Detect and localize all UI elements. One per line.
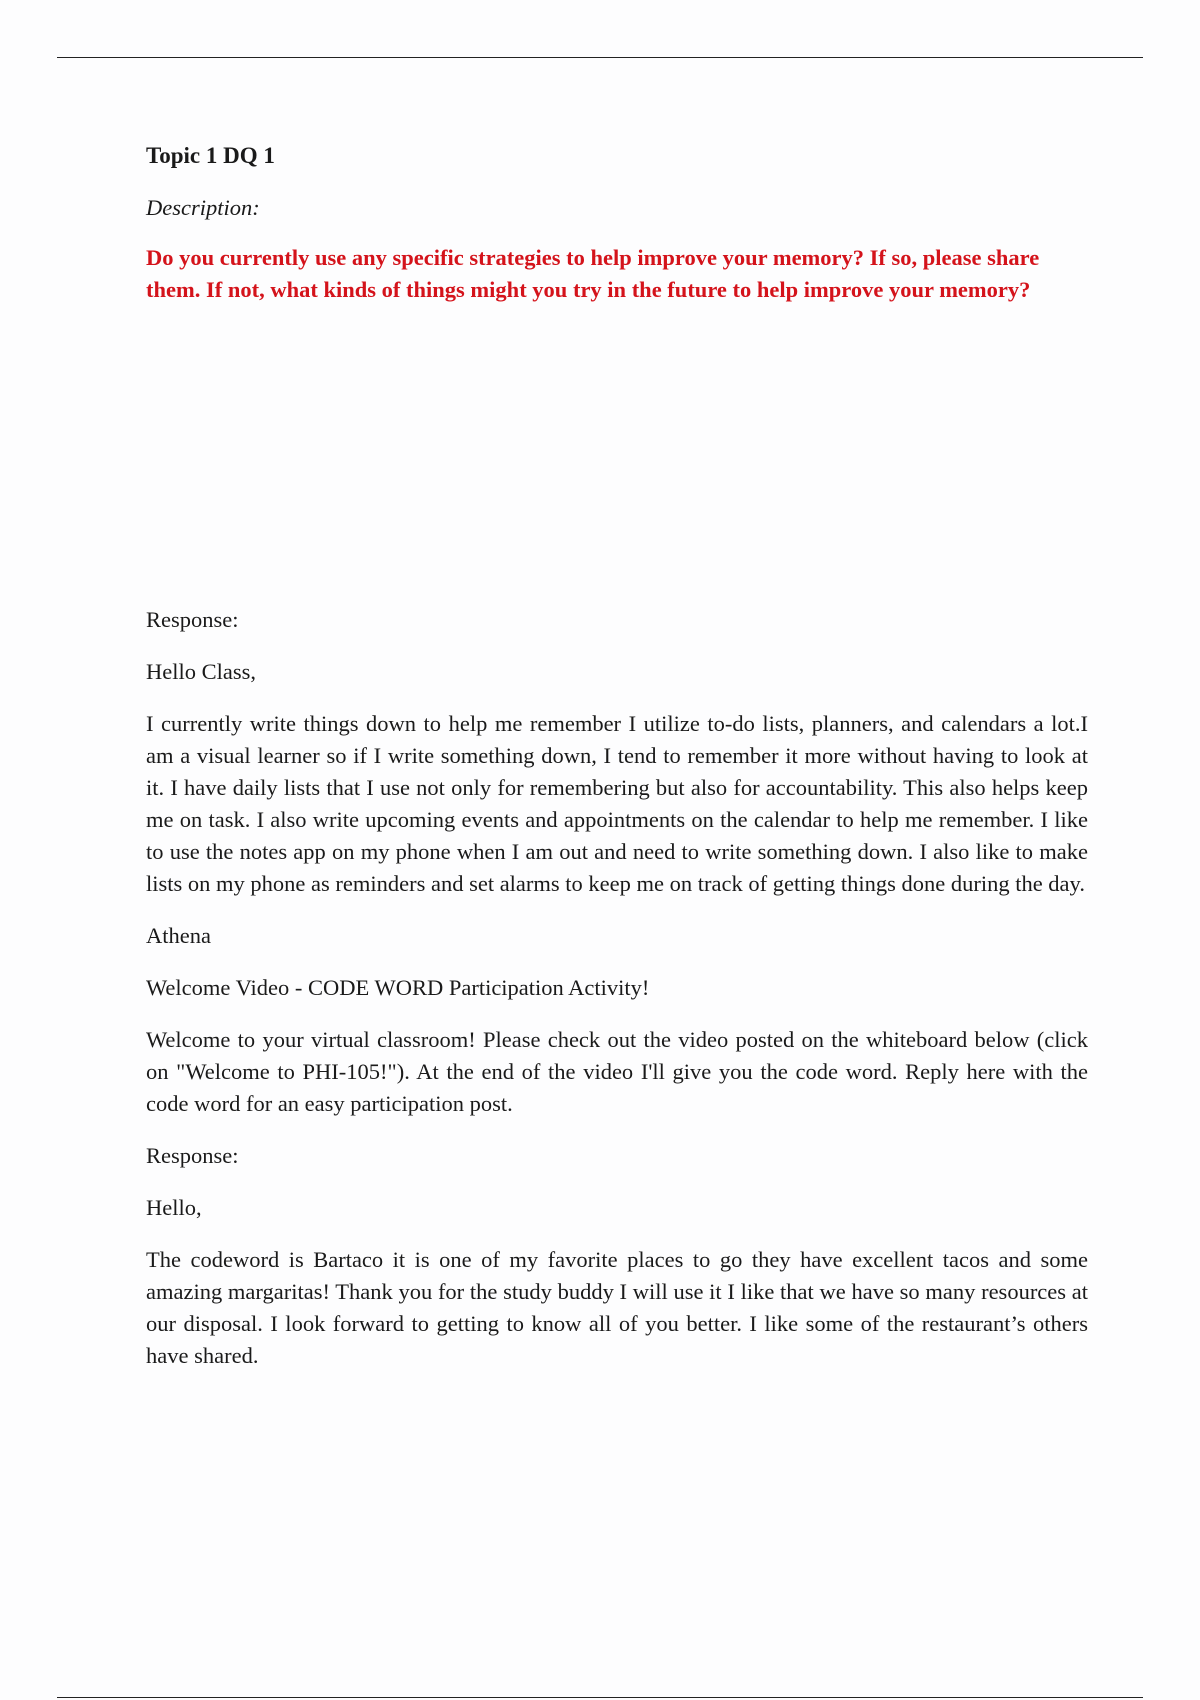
section-body: Welcome to your virtual classroom! Please check out the video posted on the whiteboard below (click on "Welcome to PHI-105!"). At the end of the video I'll give you the code word. Reply here with the code word for an easy participation post. <box>146 1027 1088 1116</box>
response-label-2: Response: <box>146 1143 239 1168</box>
description-label: Description: <box>146 195 260 220</box>
discussion-question: Do you currently use any specific strategies to help improve your memory? If so, please share them. If not, what kinds of things might you try in the future to help improve your memory? <box>146 245 1040 302</box>
response-greeting-2: Hello, <box>146 1195 202 1220</box>
footer-rule <box>57 1697 1143 1698</box>
response-label: Response: <box>146 607 239 632</box>
header-rule <box>57 57 1143 58</box>
document-body <box>146 140 1088 1372</box>
response-greeting: Hello Class, <box>146 659 256 684</box>
response-body: I currently write things down to help me remember I utilize to-do lists, planners, and calendars a lot.I am a visual learner so if I write something down, I tend to remember it more without having to look at it. I have daily lists that I use not only for remembering but also for accountability. This also helps keep me on task. I also write upcoming events and appointments on the calendar to help me remember. I like to use the notes app on my phone when I am out and need to write something down. I also like to make lists on my phone as reminders and set alarms to keep me on track of getting things done during the day. <box>146 711 1088 896</box>
section-heading: Welcome Video - CODE WORD Participation Activity! <box>146 975 650 1000</box>
document-title: Topic 1 DQ 1 <box>146 143 275 168</box>
response-signature: Athena <box>146 923 211 948</box>
response-body-2: The codeword is Bartaco it is one of my favorite places to go they have excellent tacos and some amazing margaritas! Thank you for the study buddy I will use it I like that we have so many resources at our disposal. I look forward to getting to know all of you better. I like some of the restaurant’s others have shared. <box>146 1247 1088 1368</box>
